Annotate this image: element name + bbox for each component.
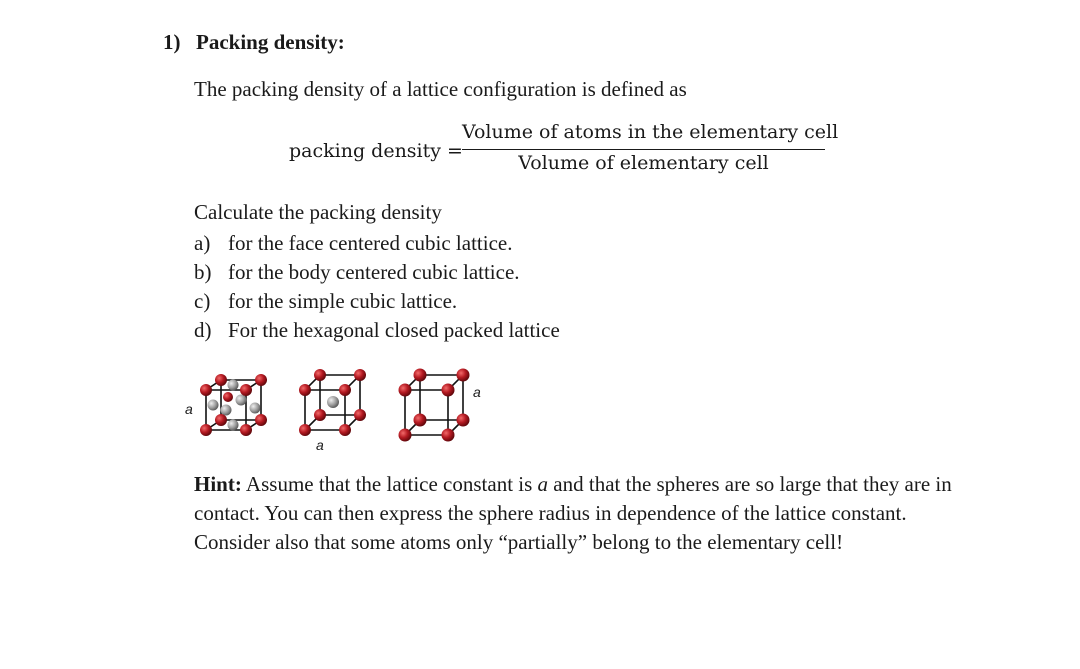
task-list: [194, 229, 560, 345]
list-item-label: a): [194, 231, 211, 255]
lattice-figure: [183, 362, 483, 462]
task-text: Calculate the packing density: [194, 200, 442, 224]
formula-fraction: [462, 121, 839, 174]
problem-title: Packing density:: [196, 30, 345, 54]
sc-atoms: [399, 369, 470, 442]
formula-denominator: Volume of elementary cell: [518, 152, 769, 174]
list-item-text: for the simple cubic lattice.: [228, 289, 458, 313]
fcc-atoms: [200, 374, 267, 436]
bcc-atoms: [299, 369, 366, 436]
list-item: [194, 229, 560, 258]
list-item-text: For the hexagonal closed packed lattice: [228, 318, 560, 342]
hint-variable: a: [537, 472, 549, 496]
formula-lhs: packing density =: [289, 140, 463, 162]
hint-text-before: Assume that the lattice constant is: [241, 472, 538, 496]
list-item-label: c): [194, 289, 211, 313]
formula-numerator: Volume of atoms in the elementary cell: [462, 121, 825, 150]
list-item-label: b): [194, 260, 212, 284]
list-item-text: for the face centered cubic lattice.: [228, 231, 513, 255]
problem-heading: [163, 30, 345, 55]
list-item: [194, 316, 560, 345]
axis-label-bcc: a: [316, 437, 324, 453]
lattice-svg: [183, 362, 483, 462]
list-item: [194, 287, 560, 316]
hint-text-after: and that the spheres are so large that they are in contact. You can then express the sphere radius in dependence of the lattice constant. Consider also that some atoms only “partially” belong to the elementary cell!: [194, 472, 952, 554]
list-item-text: for the body centered cubic lattice.: [228, 260, 520, 284]
list-item: [194, 258, 560, 287]
hint-label: Hint:: [194, 472, 242, 496]
intro-text: The packing density of a lattice configuration is defined as: [194, 77, 687, 101]
axis-label-fcc: a: [185, 401, 193, 417]
list-item-label: d): [194, 318, 212, 342]
sc-lattice: [405, 375, 463, 435]
hint-paragraph: [194, 470, 954, 557]
problem-number: 1): [163, 30, 181, 54]
axis-label-sc: a: [473, 384, 481, 400]
